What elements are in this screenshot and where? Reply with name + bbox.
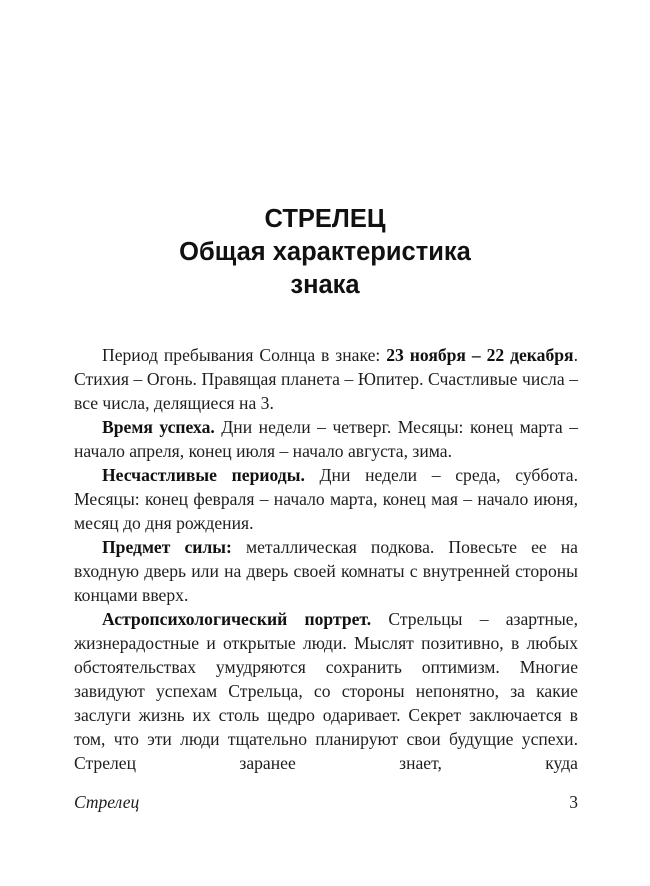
paragraph-power-object — [74, 535, 578, 607]
paragraph-unlucky-periods — [74, 463, 578, 535]
paragraph-text: Стрельцы – азартные, жизнерадостные и открытые люди. Мыслят позитивно, в любых обстоятельствах умудряются сохранить оптимизм. Многие завидуют успехам Стрельца, со стороны непонятно, за какие заслуги жизнь их столь щедро одаривает. Секрет заключается в том, что эти люди тщательно планируют свои будущие успехи. Стрелец заранее знает, куда — [74, 609, 578, 773]
chapter-heading — [0, 203, 650, 302]
paragraph-lead: Несчастливые периоды. — [102, 465, 305, 485]
paragraph-astro-portrait — [74, 607, 578, 775]
paragraph-text: Дни недели – среда, суббота. Месяцы: конец февраля – начало марта, конец мая – начало июня, месяц до дня рождения. — [74, 465, 579, 533]
paragraph-period — [74, 343, 578, 415]
heading-subtitle-line2: знака — [290, 271, 360, 299]
page-number: 3 — [569, 792, 578, 812]
heading-subtitle-line1: Общая характеристика — [179, 238, 471, 266]
body-text — [74, 343, 578, 775]
paragraph-text: Дни недели – четверг. Месяцы: конец марта – начало апреля, конец июля – начало августа, зима. — [74, 417, 578, 461]
paragraph-lead: Предмет силы: — [102, 537, 232, 557]
period-text: Период пребывания Солнца в знаке: — [102, 345, 387, 365]
paragraph-lead: Время успеха. — [102, 417, 215, 437]
page-footer — [74, 792, 578, 813]
period-dates: 23 ноября – 22 декабря — [386, 345, 574, 365]
element-planet-text: . Стихия – Огонь. Правящая планета – Юпитер. Счастливые числа – все числа, делящиеся на 3. — [74, 345, 578, 413]
paragraph-lead: Астропсихологический портрет. — [102, 609, 372, 629]
heading-sign-name: СТРЕЛЕЦ — [264, 205, 386, 233]
running-title: Стрелец — [74, 792, 140, 812]
paragraph-text: металлическая подкова. Повесьте ее на входную дверь или на дверь своей комнаты с внутренней стороны концами вверх. — [74, 537, 578, 605]
paragraph-success-time — [74, 415, 578, 463]
